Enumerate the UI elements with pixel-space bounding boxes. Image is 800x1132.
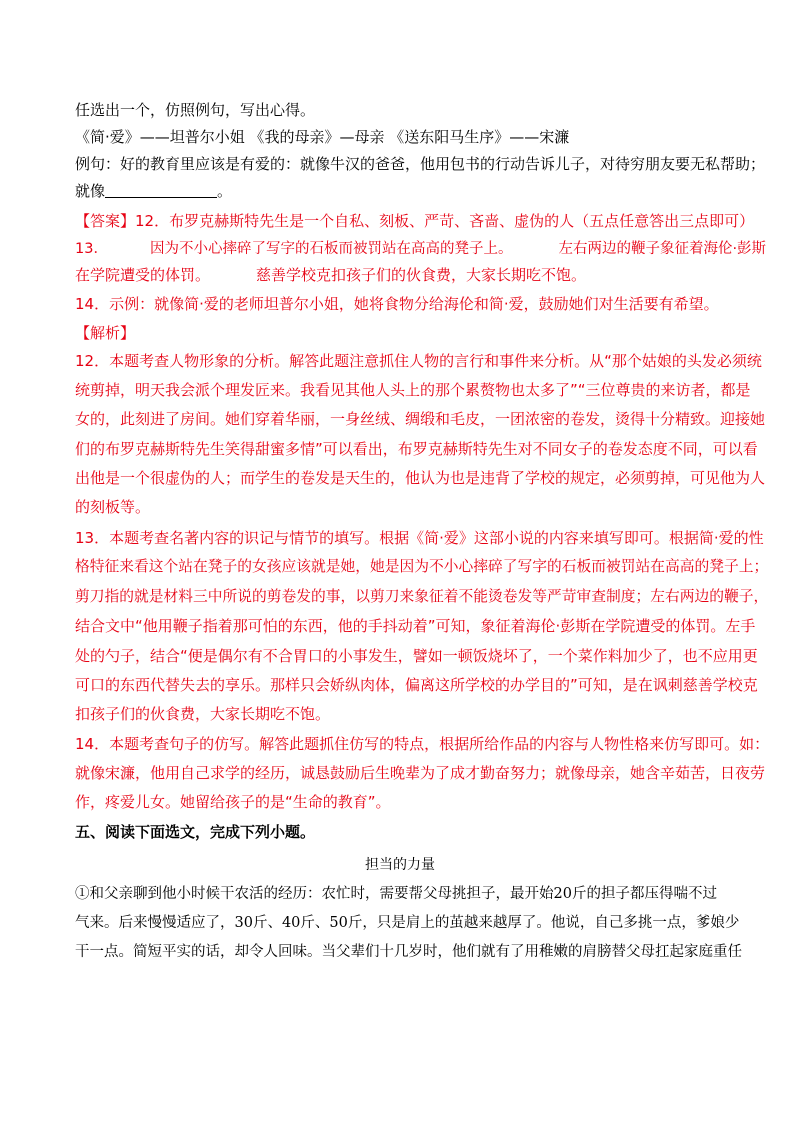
answer-13-line1 [75,239,766,259]
analysis-line: 结合文中“他用鞭子指着那可怕的东西，他的手抖动着”可知，象征着海伦·彭斯在学院遭受的体罚。左手 [75,617,756,635]
analysis-line: 格特征来看这个站在凳子的女孩应该就是她，她是因为不小心摔碎了写字的石板而被罚站在高高的凳子上； [75,558,769,575]
answer-13-part2: 左右两边的鞭子象征着海伦·彭斯 [558,241,767,257]
answer-12: 12．布罗克赫斯特先生是一个自私、刻板、严苛、吝啬、虚伪的人（五点任意答出三点即可） [135,212,755,230]
article-line: ①和父亲聊到他小时候干农活的经历：农忙时，需要帮父母挑担子，最开始20斤的担子都压得喘不过 [75,886,717,902]
analysis-line: 统剪掉，明天我会派个理发匠来。我看见其他人头上的那个累赘物也太多了”“三位尊贵的来访者，都是 [75,381,751,399]
answer-12-line [75,211,754,231]
fill-blank [105,183,217,198]
article-title: 担当的力量 [365,857,435,873]
article-line: 干一点。简短平实的话，却令人回味。当父辈们十几岁时，他们就有了用稚嫩的肩膀替父母扛起家庭重任 [75,944,742,960]
analysis-line: 就像宋濂，他用自己求学的经历，诚恳鼓励后生晚辈为了成才勤奋努力；就像母亲，她含辛茹苦，日夜劳 [75,764,766,782]
answer-13-number: 13． [75,241,108,257]
analysis-line: 作，疼爱儿女。她留给孩子的是“生命的教育”。 [75,793,391,811]
answer-13-line2 [75,265,586,285]
task-instruction: 任选出一个，仿照例句，写出心得。 [75,101,316,119]
analysis-line: 13．本题考查名著内容的识记与情节的填写。根据《简·爱》这部小说的内容来填写即可。根据简·爱的性 [75,529,764,547]
analysis-line: 扣孩子们的伙食费，大家长期吃不饱。 [75,705,331,723]
analysis-line: 的刻板等。 [75,498,151,516]
answer-13-part3: 在学院遭受的体罚。 [75,266,211,284]
analysis-line: 可口的东西代替失去的享乐。那样只会娇纵肉体，偏离这所学校的办学目的”可知，是在讽刺慈善学校克 [75,676,758,694]
analysis-line: 14．本题考查句子的仿写。解答此题抓住仿写的特点，根据所给作品的内容与人物性格来仿写即可。如： [75,735,770,753]
analysis-line: 们的布罗克赫斯特先生笑得甜蜜多情”可以看出，布罗克赫斯特先生对不同女子的卷发态度不同，可以看 [75,440,758,458]
fill-prefix: 就像 [75,182,106,200]
article-line: 气来。后来慢慢适应了，30斤、40斤、50斤，只是肩上的茧越来越厚了。他说，自己多挑一点，爹娘少 [75,915,740,931]
answer-13-part4: 慈善学校克扣孩子们的伙食费，大家长期吃不饱。 [256,266,587,284]
section-heading: 五、阅读下面选文，完成下列小题。 [75,823,316,841]
analysis-line: 12．本题考查人物形象的分析。解答此题注意抓住人物的言行和事件来分析。从“那个姑娘的头发必须统 [75,352,762,370]
answer-13-part1: 因为不小心摔碎了写字的石板而被罚站在高高的凳子上。 [149,241,513,257]
analysis-line: 女的，此刻进了房间。她们穿着华丽，一身丝绒、绸缎和毛皮，一团浓密的卷发，烫得十分精致。迎接她 [75,410,766,428]
answer-tag: 【答案】 [75,212,136,230]
analysis-tag: 【解析】 [75,324,136,342]
task-example: 例句：好的教育里应该是有爱的：就像牛汉的爸爸，他用包书的行动告诉儿子，对待穷朋友要无私帮助； [75,155,766,173]
task-fill-line [75,181,232,201]
analysis-line: 剪刀指的就是材料三中所说的剪卷发的事，以剪刀来象征着不能烫卷发等严苛审查制度；左右两边的鞭子， [75,588,769,605]
answer-14: 14．示例：就像简·爱的老师坦普尔小姐，她将食物分给海伦和简·爱，鼓励她们对生活要有希望。 [75,295,719,313]
analysis-line: 出他是一个很虚伪的人；而学生的卷发是天生的，他认为也是违背了学校的规定，必须剪掉，可见他为人 [75,469,766,487]
fill-suffix: 。 [217,182,233,200]
task-options: 《简·爱》——坦普尔小姐 《我的母亲》—母亲 《送东阳马生序》——宋濂 [75,128,570,146]
analysis-line: 处的勺子，结合“便是偶尔有不合胃口的小事发生，譬如一顿饭烧坏了，一个菜作料加少了，也不应用更 [75,647,758,665]
